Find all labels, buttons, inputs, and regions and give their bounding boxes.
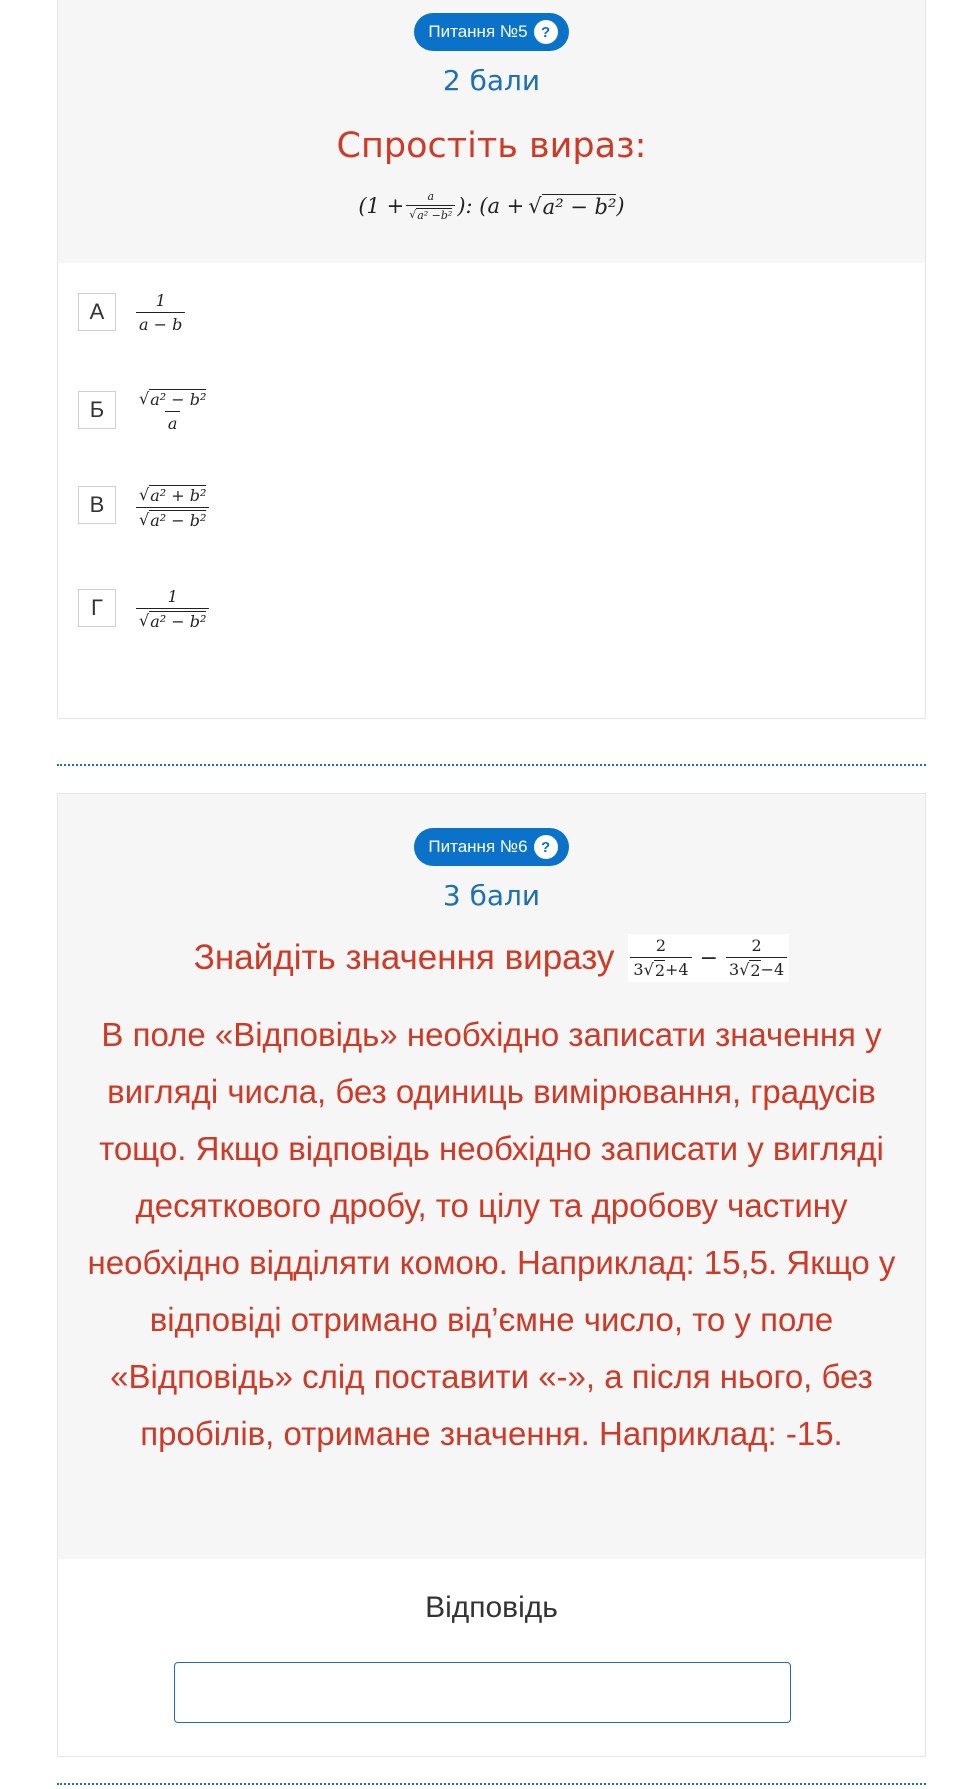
sqrt-icon: √ <box>528 193 542 218</box>
option-num-sqrt: a² + b² <box>150 486 207 505</box>
option-letter[interactable]: Г <box>78 589 116 627</box>
answer-instructions: В поле «Відповідь» необхідно записати значення у вигляді числа, без одиниць вимірювання, градусів тощо. Якщо відповідь необхідно записати у вигляді десяткового дробу, то цілу та дробову частину необхідно відділяти комою. Наприклад: 15,5. Якщо у відповіді отримано від’ємне число, то у поле «Відповідь» слід поставити «-», а після нього, без пробілів, отримане значення. Наприклад: -15. <box>87 1016 896 1452</box>
question-points: 3 бали <box>442 879 541 912</box>
option-b-fraction <box>136 389 209 433</box>
answer-options <box>58 263 925 691</box>
option-letter[interactable]: Б <box>78 391 116 429</box>
expr-den-2 <box>726 957 787 980</box>
expr-num-1: 2 <box>655 936 667 955</box>
option-den-sqrt: a² − b² <box>150 612 207 631</box>
help-icon[interactable]: ? <box>534 20 558 44</box>
question-title-row <box>58 934 925 982</box>
expr-open: (1 + <box>358 194 405 218</box>
expr-fraction-2 <box>726 936 787 980</box>
expr-den1-sqrt: 2 <box>654 961 665 980</box>
expr-sqrt2 <box>528 194 616 219</box>
option-a-fraction <box>136 291 185 334</box>
section-divider <box>57 764 926 766</box>
expr-den2-post: −4 <box>760 960 785 979</box>
expr-den1-pre: 3 <box>633 960 644 979</box>
option-c[interactable] <box>58 485 925 591</box>
sqrt-icon: √ <box>409 208 417 221</box>
question-points: 2 бали <box>442 64 541 97</box>
option-d-fraction <box>136 587 209 631</box>
sqrt-icon: √ <box>139 389 150 408</box>
option-den-sqrt: a² − b² <box>150 511 207 530</box>
option-num: 1 <box>167 587 178 606</box>
question-title: Знайдіть значення виразу <box>193 938 615 977</box>
answer-label: Відповідь <box>425 1591 558 1624</box>
option-den: a − b <box>136 312 185 334</box>
question-number-badge <box>414 828 568 866</box>
sqrt-icon: √ <box>139 611 150 630</box>
expr-sqrt-inner: a² −b² <box>417 209 453 222</box>
question-5-header <box>58 0 925 263</box>
badge-label: Питання №6 <box>428 837 528 856</box>
expr-den-1 <box>630 957 691 980</box>
question-6-header <box>58 794 925 1559</box>
expr-den1-post: +4 <box>665 960 689 979</box>
expr-close: ): (a + <box>457 194 525 218</box>
question-6-card <box>57 793 926 1757</box>
expr-fraction <box>406 190 455 222</box>
option-num-sqrt: a² − b² <box>150 390 207 409</box>
expr-end: ) <box>616 194 625 218</box>
answer-input[interactable] <box>174 1662 791 1723</box>
question-5-card <box>57 0 926 719</box>
expr-den2-pre: 3 <box>729 960 740 979</box>
expr-frac-den <box>406 205 455 222</box>
option-a[interactable] <box>58 291 925 391</box>
option-c-fraction <box>136 485 209 530</box>
option-letter[interactable]: В <box>78 486 116 524</box>
section-divider <box>57 1783 926 1785</box>
expr-sqrt2-inner: a² − b² <box>542 194 617 219</box>
sqrt-icon: √ <box>139 510 150 529</box>
sqrt-icon: √ <box>139 485 150 504</box>
option-num: 1 <box>155 291 166 310</box>
help-icon[interactable]: ? <box>534 835 558 859</box>
expr-minus: − <box>699 945 719 971</box>
question-expression <box>58 190 925 222</box>
expr-frac-num: a <box>427 190 435 203</box>
option-d[interactable] <box>58 587 925 691</box>
option-b[interactable] <box>58 391 925 491</box>
expr-num-2: 2 <box>751 936 762 955</box>
option-letter[interactable]: А <box>78 293 116 331</box>
question-title: Спростіть вираз: <box>336 126 647 166</box>
question-number-badge <box>414 13 568 51</box>
badge-label: Питання №5 <box>428 22 528 41</box>
sqrt-icon: √ <box>739 960 750 979</box>
expr-fraction-1 <box>630 936 691 980</box>
question-expression <box>628 934 789 982</box>
sqrt-icon: √ <box>643 960 654 979</box>
option-den: a <box>165 411 181 433</box>
expr-den2-sqrt: 2 <box>750 961 761 980</box>
